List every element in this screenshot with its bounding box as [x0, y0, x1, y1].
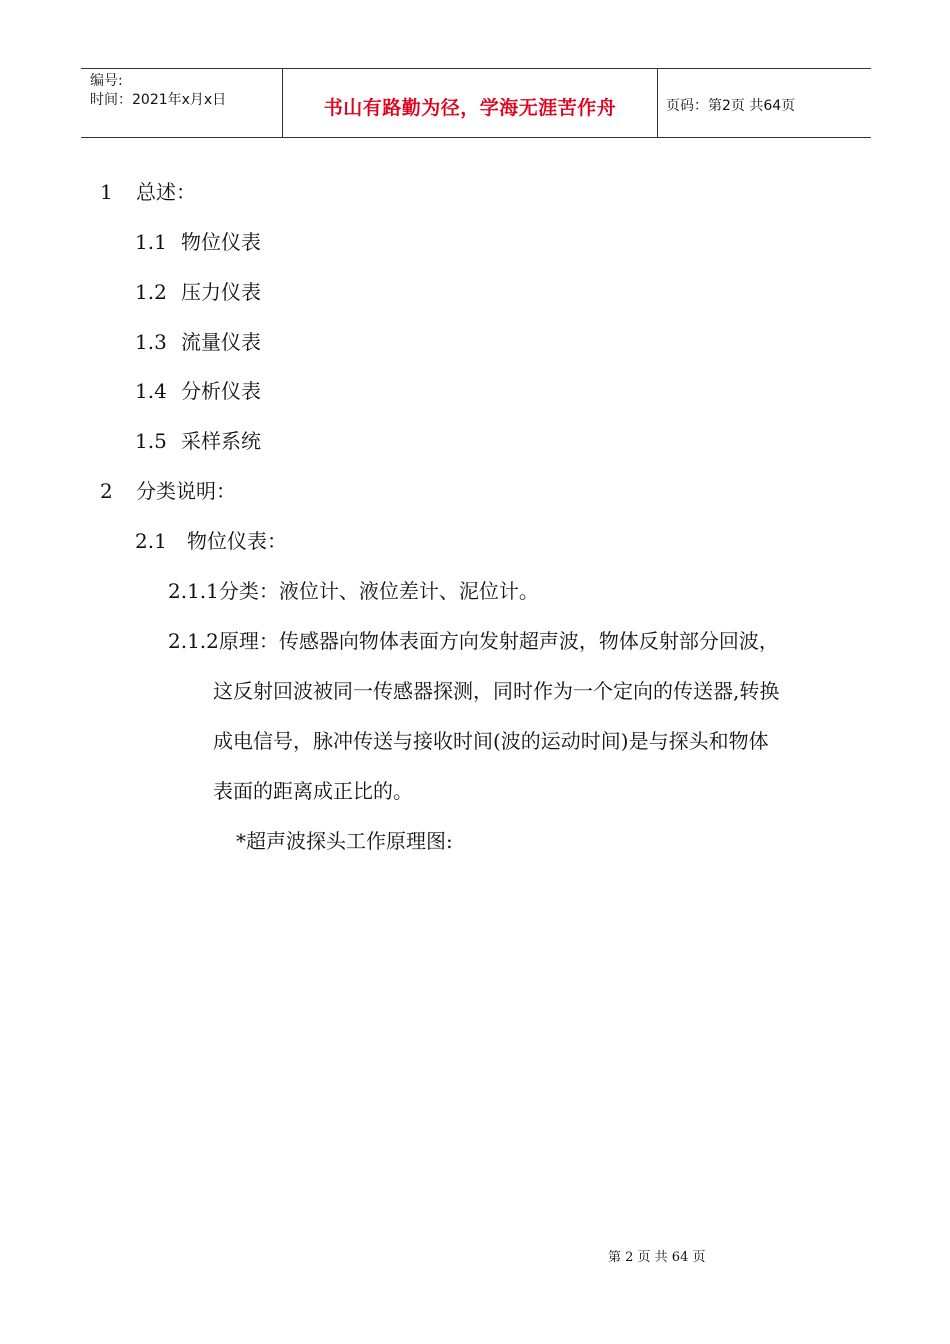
item-number: 1.4 [135, 379, 167, 403]
subsection-2-1-heading [135, 527, 287, 555]
paragraph-2-1-2-line-3: 成电信号，脉冲传送与接收时间(波的运动时间)是与探头和物体 [213, 729, 769, 753]
figure-caption: *超声波探头工作原理图: [236, 829, 453, 853]
section-title: 总述： [136, 180, 196, 204]
item-number: 1.5 [135, 429, 167, 453]
paragraph-2-1-1: 2.1.1分类：液位计、液位差计、泥位计。 [168, 579, 539, 603]
number-label: 编号: [90, 73, 123, 89]
list-item [135, 328, 261, 356]
page-header [81, 68, 871, 138]
paragraph-2-1-2-line-1: 2.1.2原理：传感器向物体表面方向发射超声波，物体反射部分回波， [168, 629, 779, 653]
header-motto-cell [282, 69, 658, 137]
subsection-title: 物位仪表： [187, 529, 287, 553]
item-title: 分析仪表 [181, 379, 261, 403]
header-meta-cell [81, 69, 282, 137]
time-label: 时间：2021年x月x日 [90, 92, 227, 108]
motto: 书山有路勤为径，学海无涯苦作舟 [323, 97, 617, 119]
list-item [135, 278, 261, 306]
page-footer: 第 2 页 共 64 页 [608, 1250, 706, 1265]
item-title: 压力仪表 [181, 280, 261, 304]
page-info: 页码：第2页 共64页 [666, 98, 796, 114]
paragraph-2-1-2-line-4: 表面的距离成正比的。 [213, 779, 413, 803]
subsection-number: 2.1 [135, 529, 167, 553]
item-title: 采样系统 [181, 429, 261, 453]
section-1-heading [100, 178, 196, 206]
paragraph-2-1-2-line-2: 这反射回波被同一传感器探测，同时作为一个定向的传送器,转换 [213, 679, 780, 703]
section-number: 1 [100, 180, 113, 204]
item-title: 流量仪表 [181, 330, 261, 354]
item-number: 1.2 [135, 280, 167, 304]
header-page-cell [657, 69, 871, 137]
section-number: 2 [100, 479, 113, 503]
section-title: 分类说明： [136, 479, 236, 503]
list-item [135, 228, 261, 256]
section-2-heading [100, 477, 236, 505]
item-number: 1.3 [135, 330, 167, 354]
list-item [135, 377, 261, 405]
list-item [135, 427, 261, 455]
item-number: 1.1 [135, 230, 167, 254]
item-title: 物位仪表 [181, 230, 261, 254]
